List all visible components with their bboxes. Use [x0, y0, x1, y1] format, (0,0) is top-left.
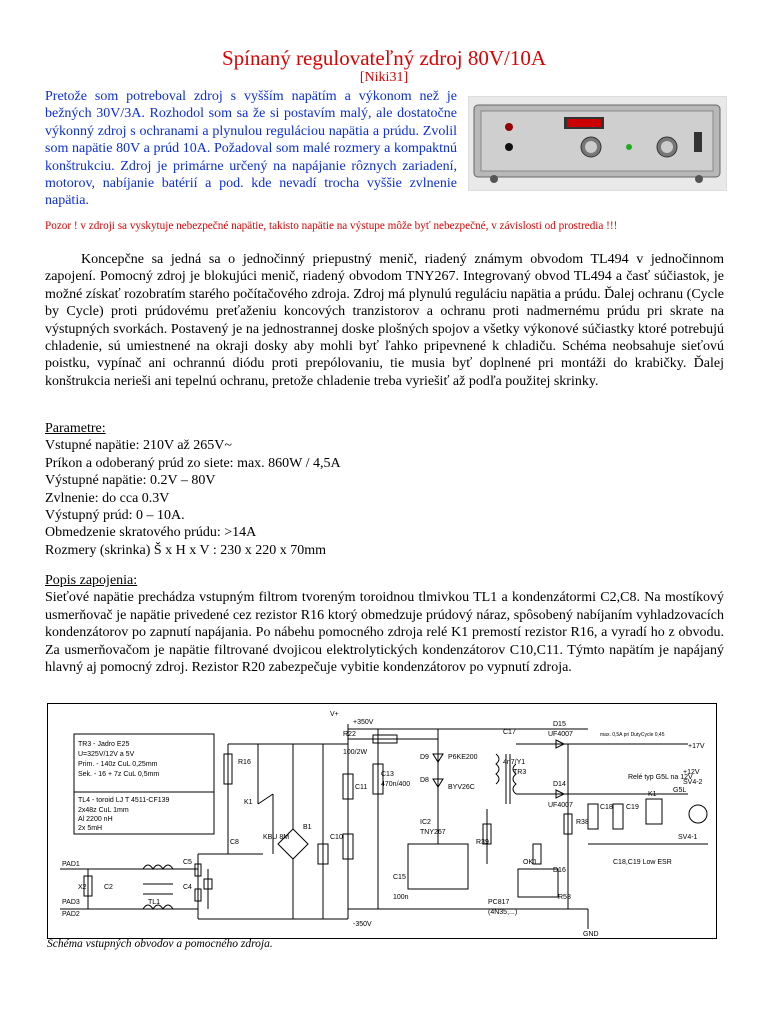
schematic-caption: Schéma vstupných obvodov a pomocného zdroja.: [47, 938, 273, 950]
intro-paragraph: Pretože som potreboval zdroj s vyšším napätím a výkonom než je bežných 30V/3A. Rozhodol som sa že si postavím malý, ale dostatočne výkonný zdroj s ochranami a plynulou reguláciou napätia a prúdu. Zvolil som napätie 80V a prúd 10A. Požadoval som malé rozmery a kompaktnú konštrukciu. Zdroj je primárne určený na napájanie rôznych zariadení, motorov, nabíjanie batérií a pod. kde nevadí trocha vyššie zvlnenie napätia.: [45, 89, 457, 209]
schem-label: D14: [553, 781, 566, 788]
schem-label: D16: [553, 867, 566, 874]
param-line: Obmedzenie skratového prúdu: >14A: [45, 525, 257, 541]
note-line: Sek. - 16 + 7z CuL 0,5mm: [78, 771, 160, 778]
schem-label: R39: [476, 839, 489, 846]
note-line: 2x 5mH: [78, 825, 103, 832]
note-line: TL4 - toroid LJ T 4511-CF139: [78, 797, 170, 804]
schem-label: PC817: [488, 899, 510, 906]
note-line: Al 2200 nH: [78, 816, 113, 823]
param-line: Vstupné napätie: 210V až 265V~: [45, 438, 232, 454]
schem-label: R16: [238, 759, 251, 766]
schem-label: PAD3: [62, 899, 80, 906]
schem-label: D15: [553, 721, 566, 728]
schem-label: SV4-1: [678, 834, 698, 841]
schem-label: G5L: [673, 787, 687, 794]
schem-label: Relé typ G5L na 12V: [628, 774, 693, 781]
schem-label: PAD1: [62, 861, 80, 868]
schem-label: +350V: [353, 719, 374, 726]
param-line: Príkon a odoberaný prúd zo siete: max. 860W / 4,5A: [45, 455, 341, 471]
schem-label: C18,C19 Low ESR: [613, 859, 672, 866]
schem-label: TNY267: [420, 829, 446, 836]
schem-label: BYV26C: [448, 784, 475, 791]
schem-label: +12V: [683, 769, 700, 776]
schem-label: 100n: [393, 894, 409, 901]
schem-label: C2: [104, 884, 113, 891]
schem-label: max. 0,5A pri DutyCycle 0,45: [600, 732, 665, 738]
schem-label: C5: [183, 859, 192, 866]
schem-label: C17: [503, 729, 516, 736]
note-line: 2x48z CuL 1mm: [78, 807, 129, 814]
param-line: Zvlnenie: do cca 0.3V: [45, 490, 170, 506]
warning-note: Pozor ! v zdroji sa vyskytuje nebezpečné napätie, takisto napätie na výstupe môže byť nebezpečné, v závislosti od prostredia !!!: [45, 220, 618, 232]
page-title: Spínaný regulovateľný zdroj 80V/10A: [221, 46, 547, 70]
schem-label: R22: [343, 731, 356, 738]
parameters-section: [45, 420, 724, 559]
circuit-description-section: [45, 572, 724, 676]
param-line: Výstupný prúd: 0 – 10A.: [45, 508, 185, 524]
device-photo-image: [469, 97, 726, 190]
note-line: U=325V/12V a 5V: [78, 751, 135, 758]
schem-label: SV4-2: [683, 779, 703, 786]
schem-label: UF4007: [548, 731, 573, 738]
schem-label: K1: [648, 791, 657, 798]
body-section: [45, 251, 724, 390]
author-tag: [Niki31]: [359, 70, 409, 85]
note-line: TR3 - Jadro E25: [78, 741, 130, 748]
body-paragraph: Koncepčne sa jedná sa o jednočinný priepustný menič, riadený známym obvodom TL494 v jednočinnom zapojení. Pomocný zdroj je blokujúci menič, riadený obvodom TNY267. Integrovaný obvod TL494 a časť súčiastok, je možné získať rozobratím starého počítačového zdroja. Zdroj má plynulú reguláciu napätia a prúdu. Ďalej ochranu (Cycle by Cycle) proti prúdovému preťaženiu koncových tranzistorov a ochranu proti nadmernému prúdu pri skrate na výstupných svorkách. Postavený je na jednostrannej doske plošných spojov a všetky výkonové súčiastky ktoré potrebujú chladenie, sú umiestnené na okraji dosky aby mohli byť ľahko pripevnené k chladiču. Schéma neobsahuje sieťovú poistku, vypínač ani ochrannú diódu proti prepólovaniu, tie musia byť doplnené pri montáži do krabičky. Ďalej konštrukcia nerieši ani tepelnú ochranu, pretože chladenie treba vyriešiť až podľa použitej skrinky.: [45, 252, 724, 389]
schem-label: X2: [78, 884, 87, 891]
schem-label: 470n/400: [381, 781, 411, 788]
schem-label: IC2: [420, 819, 431, 826]
schem-label: KBU 8M: [263, 834, 290, 841]
schem-label: C13: [381, 771, 394, 778]
param-line: Rozmery (skrinka) Š x H x V : 230 x 220 x 70mm: [45, 542, 327, 558]
schem-label: 100/2W: [343, 749, 368, 756]
schem-label: TL1: [148, 899, 161, 906]
schem-label: D9: [420, 754, 429, 761]
schem-label: K1: [244, 799, 253, 806]
schem-label: C11: [355, 784, 368, 791]
schem-label: OK1: [523, 859, 538, 866]
schem-label: -350V: [353, 921, 372, 928]
schem-label: UF4007: [548, 802, 573, 809]
schem-label: TR3: [513, 769, 527, 776]
schematic-diagram: [47, 703, 717, 939]
schem-label: PAD2: [62, 911, 80, 918]
device-photo: [468, 96, 727, 191]
schem-label: C19: [626, 804, 639, 811]
schem-label: P6KE200: [448, 754, 478, 761]
circuit-description-text: Sieťové napätie prechádza vstupným filtrom tvoreným toroidnou tlmivkou TL1 a kondenzátormi C2,C8. Na mostíkový usmerňovač je napätie privedené cez rezistor R16 ktorý obmedzuje prúdový náraz, spôsobený nabíjaním vyhladzovacích kondenzátorov po zapnutí napájania. Po nábehu pomocného zdroja relé K1 premostí rezistor R16, a vyradí ho z obvodu. Za usmerňovačom je napätie filtrované dvojicou elektrolytických kondenzátorov C10,C11. Týmto napätím je napájaný hlavný aj pomocný zdroj. Rezistor R20 zabezpečuje vybitie kondenzátorov po vypnutí zdroja.: [45, 590, 724, 676]
schem-label: (4N35,...): [488, 909, 518, 916]
schem-label: R38: [576, 819, 589, 826]
schem-label: B1: [303, 824, 312, 831]
schem-label: R58: [558, 894, 571, 901]
schem-label: C4: [183, 884, 192, 891]
circuit-description-heading: Popis zapojenia:: [45, 573, 138, 588]
schem-label: V+: [330, 711, 339, 718]
schem-label: C10: [330, 834, 343, 841]
param-line: Výstupné napätie: 0.2V – 80V: [45, 473, 216, 489]
schem-label: C15: [393, 874, 406, 881]
schem-label: GND: [583, 931, 599, 938]
schem-label: C8: [230, 839, 239, 846]
schem-label: 4n7/Y1: [503, 759, 526, 766]
note-line: Prim. - 140z CuL 0,25mm: [78, 761, 158, 768]
schem-label: D8: [420, 777, 429, 784]
schem-label: +17V: [688, 743, 705, 750]
schem-label: C18: [600, 804, 613, 811]
parameters-heading: Parametre:: [45, 421, 106, 436]
schematic-svg: [48, 704, 716, 938]
